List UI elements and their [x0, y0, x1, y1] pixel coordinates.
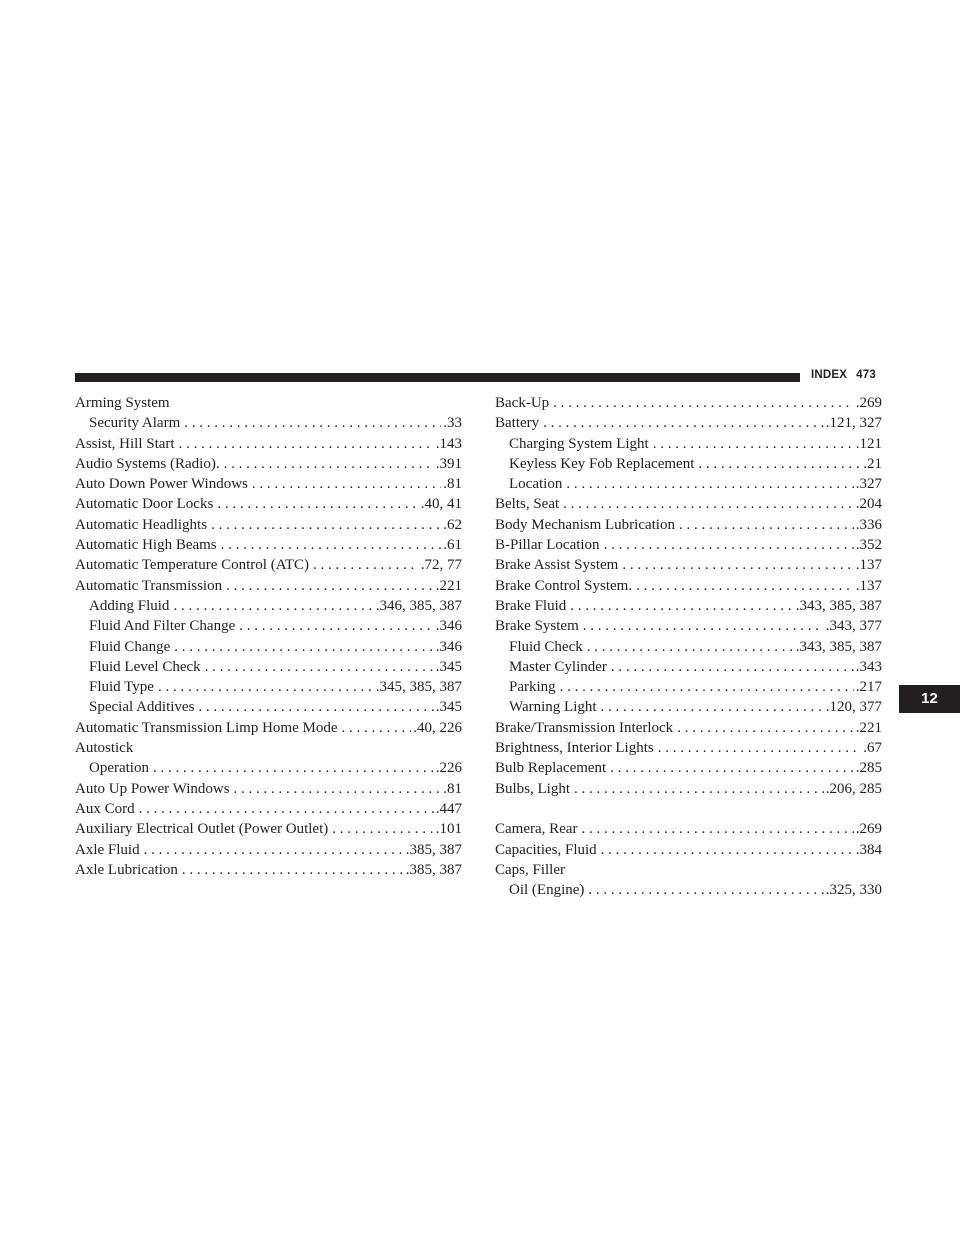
dot-leader [158, 677, 374, 697]
dot-leader [239, 616, 434, 636]
entry-label: Bulb Replacement [495, 760, 607, 777]
entry-label: Body Mechanism Lubrication [495, 516, 675, 533]
dot-leader [587, 637, 794, 657]
entry-label: Brake System [495, 618, 579, 635]
dot-leader [601, 697, 824, 717]
index-entry[interactable] [495, 535, 882, 555]
dot-leader [224, 454, 434, 474]
index-entry[interactable] [495, 738, 882, 758]
entry-label: Security Alarm [89, 415, 181, 432]
dot-leader [581, 819, 853, 839]
entry-label: Auxiliary Electrical Outlet (Power Outlet) [75, 821, 329, 838]
entry-label: Brightness, Interior Lights [495, 740, 654, 757]
dot-leader [560, 677, 854, 697]
entry-label: Fluid Type [89, 679, 154, 696]
entry-label: Master Cylinder [509, 658, 607, 675]
entry-page-ref[interactable]: .346 [435, 618, 462, 635]
entry-label: Fluid And Filter Change [89, 618, 236, 635]
dot-leader [221, 535, 442, 555]
index-entry[interactable] [75, 840, 462, 860]
entry-label: Autostick [75, 740, 134, 757]
dot-leader [604, 535, 854, 555]
entry-page-ref[interactable]: .346 [435, 638, 462, 655]
index-subentry[interactable] [495, 697, 882, 717]
dot-leader [574, 779, 824, 799]
page-number: 473 [856, 369, 876, 381]
entry-gap [495, 799, 882, 819]
dot-leader [211, 515, 441, 535]
entry-label: Battery [495, 415, 540, 432]
index-column-left [75, 393, 462, 880]
entry-page-ref[interactable]: .67 [863, 740, 882, 757]
entry-label: Special Additives [89, 699, 195, 716]
index-entry[interactable] [75, 494, 462, 514]
dot-leader [601, 840, 854, 860]
entry-page-ref[interactable]: .327 [855, 476, 882, 493]
entry-page-ref[interactable]: .384 [855, 841, 882, 858]
entry-page-ref[interactable]: .336 [855, 516, 882, 533]
entry-page-ref[interactable]: .269 [855, 395, 882, 411]
index-subentry[interactable] [75, 637, 462, 657]
entry-page-ref[interactable]: .121, 327 [825, 415, 882, 432]
dot-leader [653, 434, 854, 454]
dot-leader [173, 596, 373, 616]
dot-leader [153, 758, 434, 778]
entry-page-ref[interactable]: .40, 226 [413, 719, 462, 736]
index-subentry[interactable] [495, 474, 882, 494]
entry-label: Parking [509, 679, 556, 696]
dot-leader [252, 474, 441, 494]
entry-page-ref[interactable]: .269 [855, 821, 882, 838]
dot-leader [698, 454, 861, 474]
entry-label: Operation [89, 760, 149, 777]
dot-leader [332, 819, 434, 839]
index-entry[interactable] [495, 413, 882, 433]
index-entry[interactable] [75, 718, 462, 738]
index-entry[interactable] [495, 819, 882, 839]
index-entry[interactable] [75, 738, 462, 758]
dot-leader [182, 860, 404, 880]
index-column-right [495, 393, 882, 900]
entry-label: Automatic Transmission [75, 577, 223, 594]
entry-page-ref[interactable]: .81 [443, 780, 462, 797]
dot-leader [543, 413, 824, 433]
dot-leader [179, 434, 434, 454]
entry-label: Auto Up Power Windows [75, 780, 230, 797]
entry-page-ref[interactable]: .72, 77 [420, 557, 462, 574]
index-subentry[interactable] [495, 677, 882, 697]
entry-label: Warning Light [509, 699, 597, 716]
entry-label: Axle Fluid [75, 841, 140, 858]
dot-leader [144, 840, 404, 860]
dot-leader [226, 576, 434, 596]
dot-leader [205, 657, 434, 677]
dot-leader [174, 637, 434, 657]
entry-label: Brake Fluid [495, 597, 567, 614]
entry-label: Automatic Headlights [75, 516, 208, 533]
dot-leader [610, 758, 854, 778]
entry-label: Oil (Engine) [509, 882, 585, 899]
dot-leader [679, 515, 854, 535]
entry-page-ref[interactable]: .385, 387 [405, 841, 462, 858]
index-subentry[interactable] [495, 637, 882, 657]
index-entry[interactable] [495, 779, 882, 799]
dot-leader [583, 616, 824, 636]
index-entry[interactable] [495, 840, 882, 860]
dot-leader [342, 718, 412, 738]
entry-label: Adding Fluid [89, 597, 170, 614]
index-entry[interactable] [75, 515, 462, 535]
entry-label: Capacities, Fluid [495, 841, 597, 858]
entry-page-ref[interactable]: .40, 41 [420, 496, 462, 513]
dot-leader [622, 555, 853, 575]
entry-page-ref[interactable]: .204 [855, 496, 882, 513]
entry-page-ref[interactable]: .120, 377 [825, 699, 882, 716]
entry-label: Aux Cord [75, 800, 135, 817]
entry-page-ref[interactable]: .285 [855, 760, 882, 777]
entry-label: Fluid Check [509, 638, 583, 655]
dot-leader [588, 880, 823, 900]
section-title: INDEX [811, 369, 848, 381]
index-entry[interactable] [75, 799, 462, 819]
entry-page-ref[interactable]: .345 [435, 658, 462, 675]
index-entry[interactable] [75, 555, 462, 575]
dot-leader [677, 718, 854, 738]
dot-leader [234, 779, 442, 799]
entry-label: Brake/Transmission Interlock [495, 719, 674, 736]
entry-label: Location [509, 476, 563, 493]
dot-leader [658, 738, 862, 758]
entry-label: Fluid Change [89, 638, 171, 655]
entry-page-ref[interactable]: .325, 330 [825, 882, 882, 899]
entry-page-ref[interactable]: .33 [443, 415, 462, 432]
entry-page-ref[interactable]: .226 [435, 760, 462, 777]
dot-leader [563, 494, 854, 514]
entry-page-ref[interactable]: .217 [855, 679, 882, 696]
entry-page-ref[interactable]: .447 [435, 800, 462, 817]
index-subentry[interactable] [75, 596, 462, 616]
entry-label: Assist, Hill Start [75, 435, 175, 452]
entry-page-ref[interactable]: .346, 385, 387 [375, 597, 462, 614]
entry-page-ref[interactable]: .345, 385, 387 [375, 679, 462, 696]
entry-page-ref[interactable]: .343, 377 [825, 618, 882, 635]
entry-label: Brake Control System. [495, 577, 633, 594]
entry-page-ref[interactable]: .385, 387 [405, 861, 462, 878]
index-subentry[interactable] [75, 413, 462, 433]
entry-label: Belts, Seat [495, 496, 560, 513]
index-entry[interactable] [75, 454, 462, 474]
entry-page-ref[interactable]: .143 [435, 435, 462, 452]
index-entry[interactable] [75, 434, 462, 454]
entry-page-ref[interactable]: .137 [855, 557, 882, 574]
entry-page-ref[interactable]: .391 [435, 455, 462, 472]
index-entry[interactable] [75, 576, 462, 596]
entry-page-ref[interactable]: .343 [855, 658, 882, 675]
header-rule [75, 373, 800, 382]
entry-label: Back-Up [495, 395, 550, 411]
index-subentry[interactable] [495, 657, 882, 677]
entry-label: Automatic Door Locks [75, 496, 214, 513]
entry-label: Keyless Key Fob Replacement [509, 455, 695, 472]
index-entry[interactable] [495, 718, 882, 738]
index-entry[interactable] [495, 393, 882, 413]
entry-label: Brake Assist System [495, 557, 619, 574]
entry-label: Charging System Light [509, 435, 649, 452]
running-header [811, 369, 876, 381]
entry-page-ref[interactable]: .345 [435, 699, 462, 716]
index-subentry[interactable] [495, 434, 882, 454]
index-entry[interactable] [75, 860, 462, 880]
index-entry[interactable] [75, 474, 462, 494]
index-entry[interactable] [75, 819, 462, 839]
index-entry[interactable] [75, 779, 462, 799]
entry-page-ref[interactable]: .343, 385, 387 [795, 597, 882, 614]
dot-leader [217, 494, 418, 514]
index-subentry[interactable] [495, 880, 882, 900]
entry-page-ref[interactable]: .343, 385, 387 [795, 638, 882, 655]
index-subentry[interactable] [75, 697, 462, 717]
index-entry[interactable] [495, 555, 882, 575]
entry-label: Automatic High Beams [75, 537, 217, 554]
entry-label: Bulbs, Light [495, 780, 571, 797]
dot-leader [636, 576, 854, 596]
dot-leader [139, 799, 434, 819]
dot-leader [313, 555, 419, 575]
entry-label: Automatic Transmission Limp Home Mode [75, 719, 338, 736]
entry-page-ref[interactable]: .221 [855, 719, 882, 736]
index-subentry[interactable] [75, 758, 462, 778]
entry-label: Auto Down Power Windows [75, 476, 248, 493]
dot-leader [570, 596, 794, 616]
index-entry[interactable] [75, 393, 462, 413]
entry-page-ref[interactable]: .21 [863, 455, 882, 472]
entry-page-ref[interactable]: .206, 285 [825, 780, 882, 797]
entry-page-ref[interactable]: .137 [855, 577, 882, 594]
index-entry[interactable] [495, 494, 882, 514]
entry-page-ref[interactable]: .81 [443, 476, 462, 493]
entry-page-ref[interactable]: .62 [443, 516, 462, 533]
index-entry[interactable] [495, 758, 882, 778]
dot-leader [611, 657, 854, 677]
entry-page-ref[interactable]: .352 [855, 537, 882, 554]
index-subentry[interactable] [495, 454, 882, 474]
index-subentry[interactable] [75, 657, 462, 677]
entry-label: Fluid Level Check [89, 658, 201, 675]
index-entry[interactable] [75, 535, 462, 555]
index-entry[interactable] [495, 596, 882, 616]
index-entry[interactable] [495, 576, 882, 596]
index-entry[interactable] [495, 616, 882, 636]
entry-label: Axle Lubrication [75, 861, 178, 878]
index-subentry[interactable] [75, 677, 462, 697]
index-entry[interactable] [495, 860, 882, 880]
dot-leader [566, 474, 853, 494]
dot-leader [184, 413, 441, 433]
entry-label: Camera, Rear [495, 821, 578, 838]
entry-label: Caps, Filler [495, 861, 565, 878]
entry-label: Audio Systems (Radio). [75, 455, 220, 472]
entry-page-ref[interactable]: .101 [435, 821, 462, 838]
entry-label: Automatic Temperature Control (ATC) [75, 557, 310, 574]
dot-leader [198, 697, 433, 717]
chapter-tab[interactable]: 12 [899, 685, 960, 713]
index-entry[interactable] [495, 515, 882, 535]
entry-label: B-Pillar Location [495, 537, 600, 554]
entry-page-ref[interactable]: .121 [855, 435, 882, 452]
index-subentry[interactable] [75, 616, 462, 636]
dot-leader [553, 393, 854, 413]
entry-page-ref[interactable]: .61 [443, 537, 462, 554]
entry-page-ref[interactable]: .221 [435, 577, 462, 594]
entry-label: Arming System [75, 395, 170, 411]
